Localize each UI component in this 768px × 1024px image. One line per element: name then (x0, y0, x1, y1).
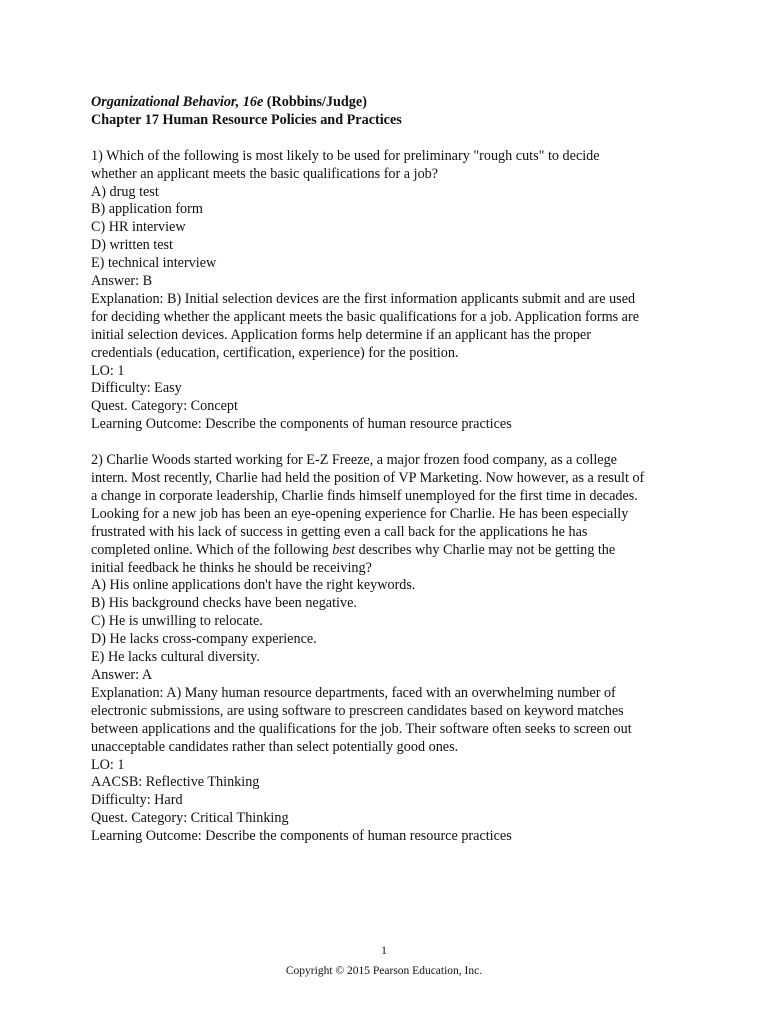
answer-key: Answer: B (91, 273, 153, 290)
answer-option: D) written test (91, 237, 173, 254)
page-number: 1 (381, 945, 387, 957)
answer-option: D) He lacks cross-company experience. (91, 631, 317, 648)
answer-option: A) His online applications don't have the right keywords. (91, 577, 416, 594)
difficulty: Difficulty: Easy (91, 380, 182, 397)
learning-outcome: Learning Outcome: Describe the components of human resource practices (91, 828, 512, 845)
stem-text: describes why Charlie may not be getting the (355, 541, 616, 558)
question-category: Quest. Category: Critical Thinking (91, 810, 289, 827)
book-title: Organizational Behavior, 16e (91, 94, 264, 110)
question-stem-line: initial feedback he thinks he should be receiving? (91, 559, 372, 576)
answer-option: C) HR interview (91, 219, 186, 236)
page-content (91, 94, 691, 846)
answer-option: A) drug test (91, 183, 159, 200)
chapter-title: Chapter 17 Human Resource Policies and Practices (91, 111, 402, 128)
book-title-line (91, 94, 691, 112)
question-stem-line: 2) Charlie Woods started working for E-Z Freeze, a major frozen food company, as a college (91, 452, 617, 469)
stem-text: completed online. Which of the following (91, 541, 333, 558)
question-stem-line: a change in corporate leadership, Charlie finds himself unemployed for the first time in decades. (91, 487, 638, 504)
answer-option: E) He lacks cultural diversity. (91, 649, 260, 666)
explanation-line: for deciding whether the applicant meets the basic qualifications for a job. Application forms are (91, 308, 640, 325)
explanation-line: credentials (education, certification, experience) for the position. (91, 344, 459, 361)
answer-key: Answer: A (91, 666, 153, 683)
explanation-line: Explanation: B) Initial selection devices are the first information applicants submit and are used (91, 290, 636, 307)
authors: (Robbins/Judge) (263, 94, 367, 110)
explanation-line: Explanation: A) Many human resource departments, faced with an overwhelming number of (91, 684, 616, 701)
emphasis-text: best (332, 541, 356, 558)
explanation-line: electronic submissions, are using software to prescreen candidates based on keyword matches (91, 702, 624, 719)
question-category: Quest. Category: Concept (91, 398, 238, 415)
explanation-line: unacceptable candidates rather than select potentially good ones. (91, 738, 459, 755)
learning-objective: LO: 1 (91, 756, 125, 773)
learning-outcome: Learning Outcome: Describe the components of human resource practices (91, 416, 512, 433)
question-stem-line: 1) Which of the following is most likely to be used for preliminary "rough cuts" to decide (91, 147, 600, 164)
question-stem-line: intern. Most recently, Charlie had held the position of VP Marketing. Now however, as a result of (91, 470, 645, 486)
copyright-notice: Copyright © 2015 Pearson Education, Inc. (285, 965, 483, 977)
difficulty: Difficulty: Hard (91, 792, 183, 809)
question-stem-line: Looking for a new job has been an eye-opening experience for Charlie. He has been especially (91, 505, 629, 522)
answer-option: C) He is unwilling to relocate. (91, 613, 263, 630)
question-2 (91, 452, 691, 846)
question-stem-line (91, 542, 691, 560)
aacsb: AACSB: Reflective Thinking (91, 774, 260, 791)
explanation-line: initial selection devices. Application forms help determine if an applicant has the proper (91, 326, 591, 343)
question-stem-line: frustrated with his lack of success in getting even a call back for the applications he has (91, 523, 588, 540)
answer-option: E) technical interview (91, 255, 217, 272)
answer-option: B) His background checks have been negative. (91, 595, 357, 612)
question-1 (91, 148, 691, 435)
answer-option: B) application form (91, 201, 203, 218)
question-stem-line: whether an applicant meets the basic qualifications for a job? (91, 165, 439, 182)
learning-objective: LO: 1 (91, 362, 125, 379)
explanation-line: between applications and the qualifications for the job. Their software often seeks to screen out (91, 720, 632, 737)
